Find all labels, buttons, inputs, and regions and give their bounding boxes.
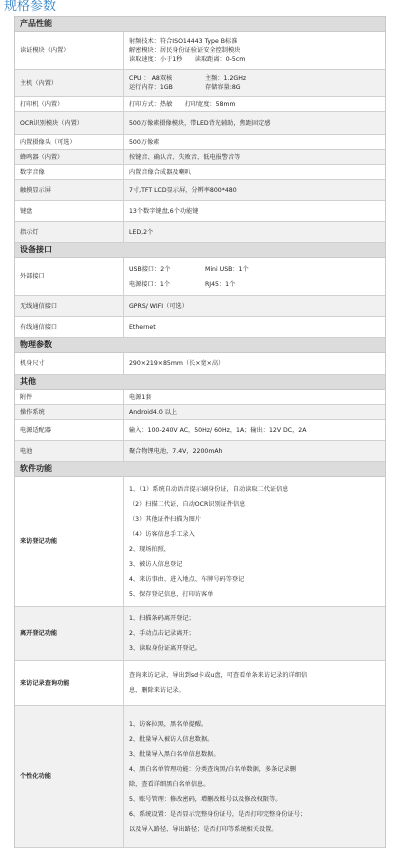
value-line: 除，查看详细黑白名单信息。 — [129, 780, 210, 788]
value-line: 500万像素摄像模块，带LED背光辅助，焦距固定感 — [129, 119, 271, 127]
row-label: 主机（内置） — [15, 70, 124, 96]
spec-row-audio — [15, 165, 385, 180]
spec-row-keyboard — [15, 201, 385, 222]
value-line: 打印方式：热敏 打印宽度：58mm — [129, 100, 236, 108]
spec-row-wireless — [15, 296, 385, 317]
row-label: 触摸显示屏 — [15, 180, 124, 200]
section-product: 产品性能 — [15, 17, 385, 32]
value-cell: RJ45：1个 — [205, 280, 236, 288]
value-line: 3、读取身份证离开登记。 — [129, 645, 201, 652]
row-value — [124, 607, 385, 660]
row-label: OCR识别模块（内置） — [15, 112, 124, 134]
value-line: Android4.0 以上 — [129, 408, 178, 416]
value-line: 1、访客拉黑，黑名单提醒。 — [129, 720, 208, 728]
value-cell: 电源接口：1个 — [129, 280, 171, 288]
spec-row-visitor-register — [15, 477, 385, 607]
spec-row-leave-register — [15, 607, 385, 661]
spec-row-touch — [15, 180, 385, 201]
spec-row-led — [15, 222, 385, 243]
spec-row-os — [15, 405, 385, 420]
row-value — [124, 135, 385, 149]
row-value — [124, 296, 385, 316]
value-line: 1、扫描条码离开登记； — [129, 615, 195, 622]
value-line: 6、系统设置：是否显示完整身份证号，是否打印完整身份证号； — [129, 810, 307, 818]
value-line: 4、黑白名单管理功能：分类查询黑/白名单数据，多条记录删 — [129, 765, 296, 773]
row-value — [124, 405, 385, 419]
row-label: 有线通信接口 — [15, 317, 124, 337]
row-value — [124, 258, 385, 295]
row-value — [124, 477, 385, 606]
page-title: 规格参数 — [4, 0, 57, 14]
value-cell: USB接口：2个 — [129, 265, 171, 273]
spec-row-record-query — [15, 661, 385, 706]
value-line: 2、批量导入被访人信息数据。 — [129, 735, 214, 743]
row-label: 数字音像 — [15, 165, 124, 179]
value-line: 5、保存登记信息，打印访客单 — [129, 590, 214, 598]
spec-row-adapter — [15, 420, 385, 441]
value-line: 查询来访记录，导出到sd卡或u盘，可查看单条来访记录的详细信 — [129, 672, 308, 679]
value-line: 内置音像合成器及喇叭 — [129, 168, 191, 176]
value-cell: Mini USB：1个 — [205, 265, 249, 273]
row-label: 键盘 — [15, 201, 124, 221]
row-label: 内置摄像头（可选） — [15, 135, 124, 149]
row-value — [124, 706, 385, 847]
section-physical: 物理参数 — [15, 338, 385, 353]
row-value — [124, 32, 385, 69]
value-cell: 存储容量:8G — [205, 84, 241, 91]
spec-row-size — [15, 353, 385, 375]
row-label: 外部接口 — [15, 258, 124, 295]
value-line: （4）访客信息手工录入 — [129, 530, 195, 538]
value-pair — [129, 280, 385, 289]
value-pair — [129, 83, 385, 92]
section-software: 软件功能 — [15, 462, 385, 477]
value-line: 解密模块：居民身份证验证安全控制模块 — [129, 47, 241, 54]
value-line: 3、被访人信息登记 — [129, 560, 183, 568]
value-line: 输入：100-240V AC，50Hz/ 60Hz，1A；输出：12V DC，2A — [129, 426, 307, 434]
section-interfaces: 设备接口 — [15, 243, 385, 258]
row-label: 无线通信接口 — [15, 296, 124, 316]
value-line: 290×219×85mm（长×宽×高） — [129, 360, 225, 367]
value-line: LED,2个 — [129, 228, 154, 236]
row-value — [124, 390, 385, 404]
row-label: 附件 — [15, 390, 124, 404]
row-value — [124, 201, 385, 221]
row-value — [124, 353, 385, 374]
value-line: 500万像素 — [129, 138, 160, 146]
value-line: 13个数字键盘,6个功能键 — [129, 207, 199, 215]
row-value — [124, 70, 385, 96]
spec-row-buzzer — [15, 150, 385, 165]
row-value — [124, 112, 385, 134]
row-value — [124, 317, 385, 337]
value-pair — [129, 74, 385, 83]
value-cell: CPU ： A8双核 — [129, 75, 173, 82]
value-line: 按键音、确认音、失败音、低电报警音等 — [129, 153, 241, 161]
row-value — [124, 441, 385, 461]
row-value — [124, 222, 385, 242]
spec-row-reader — [15, 32, 385, 70]
spec-row-camera — [15, 135, 385, 150]
value-line: 聚合物锂电池，7.4V，2200mAh — [129, 447, 223, 455]
value-line: 息，删除来访记录。 — [129, 687, 185, 694]
spec-row-wired — [15, 317, 385, 338]
value-line: 读取速度：小于1秒 读取距离：0-5cm — [129, 56, 246, 63]
value-line: 电源1套 — [129, 393, 152, 401]
value-line: 7寸,TFT LCD显示屏，分辨率800*480 — [129, 186, 237, 194]
value-line: （3）其他证件扫描为图片 — [129, 515, 201, 523]
row-value — [124, 97, 385, 111]
value-line: 1、（1）系统自动语音提示刷身份证，自动读取二代证信息 — [129, 485, 289, 493]
row-value — [124, 180, 385, 200]
row-label: 个性化功能 — [15, 706, 124, 847]
row-label: 读证模块（内置） — [15, 32, 124, 69]
value-line: （2）扫描二代证，自动OCR识别证件信息 — [129, 500, 246, 508]
spec-row-accessory — [15, 390, 385, 405]
row-label: 来访登记功能 — [15, 477, 124, 606]
spec-table — [14, 16, 386, 848]
value-line: 2、现场拍照， — [129, 545, 171, 553]
spec-row-host — [15, 70, 385, 97]
spec-row-external — [15, 258, 385, 296]
spec-row-ocr — [15, 112, 385, 135]
value-line: 射频技术：符合ISO14443 Type B标准 — [129, 38, 238, 45]
row-value — [124, 150, 385, 164]
row-label: 打印机（内置） — [15, 97, 124, 111]
section-other: 其他 — [15, 375, 385, 390]
spec-row-battery — [15, 441, 385, 462]
row-label: 电源适配器 — [15, 420, 124, 440]
row-label: 电池 — [15, 441, 124, 461]
spec-row-personalize — [15, 706, 385, 848]
row-value — [124, 661, 385, 705]
value-line: 3、批量导入黑白名单信息数据。 — [129, 750, 220, 758]
value-cell: 主频：1.2GHz — [205, 75, 247, 82]
row-label: 离开登记功能 — [15, 607, 124, 660]
value-line: Ethernet — [129, 323, 156, 331]
row-label: 操作系统 — [15, 405, 124, 419]
value-pair — [129, 265, 385, 274]
row-label: 来访记录查询功能 — [15, 661, 124, 705]
spec-row-printer — [15, 97, 385, 112]
value-line: 4、来访事由、进入地点、车牌号码等登记 — [129, 575, 245, 583]
row-label: 机身尺寸 — [15, 353, 124, 374]
row-label: 指示灯 — [15, 222, 124, 242]
value-line: GPRS/ WIFI（可选） — [129, 302, 188, 310]
value-line: 5、账号管理：修改密码，增删改账号以及修改权限等。 — [129, 795, 282, 803]
row-value — [124, 420, 385, 440]
value-cell: 运行内存：1GB — [129, 84, 173, 91]
row-value — [124, 165, 385, 179]
value-line: 以及导入路径、导出路径；是否打印等系统相关设置。 — [129, 825, 278, 833]
row-label: 蜂鸣器（内置） — [15, 150, 124, 164]
value-line: 2、手动点击记录离开； — [129, 630, 195, 637]
